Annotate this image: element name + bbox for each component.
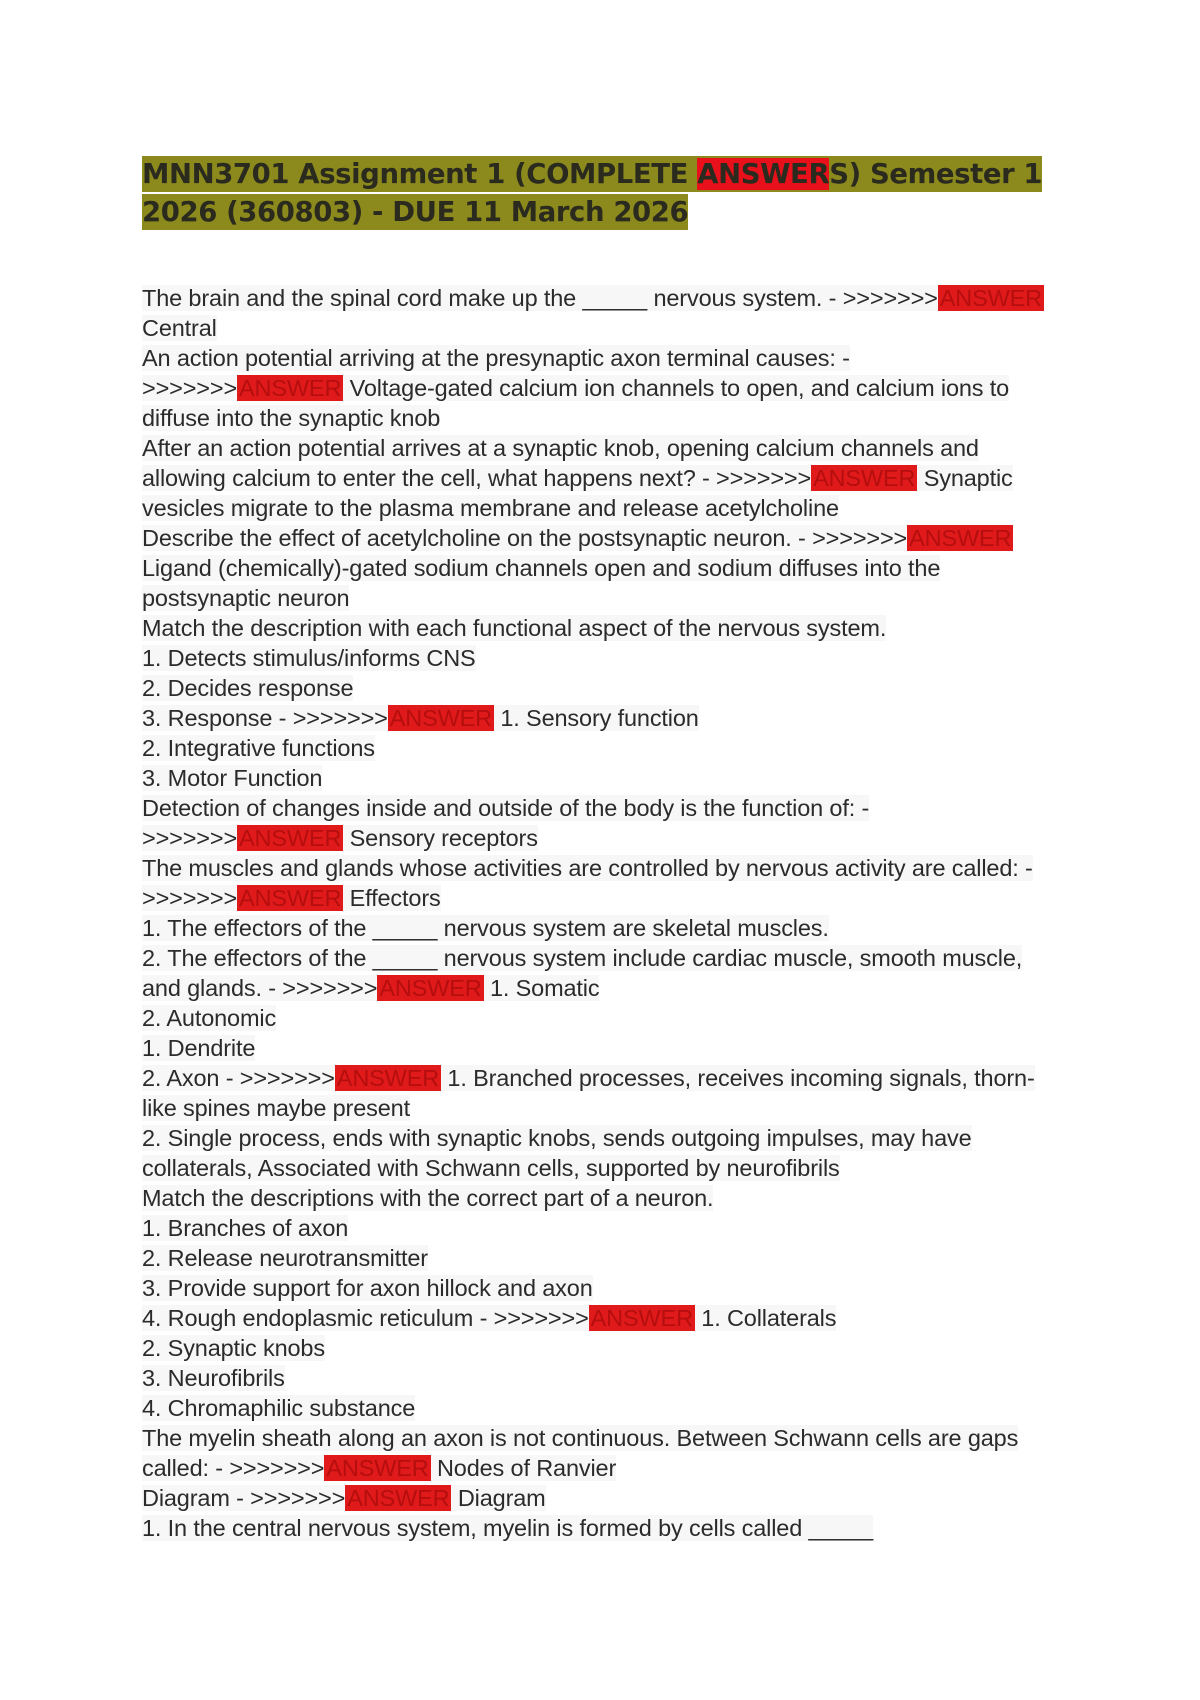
line-text: An action potential arriving at the presynaptic axon terminal causes: - [142, 345, 850, 371]
line-text: >>>>>>> [142, 825, 238, 851]
text-line [142, 1393, 1082, 1423]
text-line [142, 943, 1082, 973]
text-line [142, 1423, 1082, 1453]
line-text: 1. Branched processes, receives incoming signals, thorn- [441, 1065, 1035, 1091]
text-line [142, 1123, 1082, 1153]
text-line [142, 823, 1082, 853]
text-line [142, 853, 1082, 883]
line-text: 1. Detects stimulus/informs CNS [142, 645, 476, 671]
line-text: collaterals, Associated with Schwann cells, supported by neurofibrils [142, 1155, 840, 1181]
text-line [142, 313, 1082, 343]
line-text: 1. Sensory function [494, 705, 699, 731]
text-line [142, 703, 1082, 733]
line-text: Nodes of Ranvier [430, 1455, 617, 1481]
answer-tag: ANSWER [379, 975, 482, 1001]
line-text: 1. Dendrite [142, 1035, 256, 1061]
text-line [142, 433, 1082, 463]
answer-tag: ANSWER [347, 1485, 450, 1511]
line-text: >>>>>>> [142, 375, 238, 401]
answer-tag: ANSWER [239, 825, 342, 851]
text-line [142, 553, 1082, 583]
line-text: Synaptic [917, 465, 1013, 491]
line-text: 2. Axon - >>>>>>> [142, 1065, 335, 1091]
line-text: Diagram [451, 1485, 546, 1511]
line-text: called: - >>>>>>> [142, 1455, 325, 1481]
title-text-before: MNN3701 Assignment 1 (COMPLETE [142, 158, 698, 190]
line-text: The muscles and glands whose activities are controlled by nervous activity are called: - [142, 855, 1033, 881]
text-line [142, 463, 1082, 493]
answer-tag: ANSWER [326, 1455, 429, 1481]
document-body [142, 283, 1082, 1543]
line-text: vesicles migrate to the plasma membrane and release acetylcholine [142, 495, 839, 521]
title-highlight [142, 156, 1042, 230]
line-text: 3. Provide support for axon hillock and axon [142, 1275, 593, 1301]
line-text: 4. Rough endoplasmic reticulum - >>>>>>> [142, 1305, 589, 1331]
line-text: 2. The effectors of the _____ nervous system include cardiac muscle, smooth muscle, [142, 945, 1023, 971]
answer-tag: ANSWER [909, 525, 1012, 551]
line-text: 1. Branches of axon [142, 1215, 349, 1241]
text-line [142, 763, 1082, 793]
line-text: Sensory receptors [343, 825, 538, 851]
line-text: 1. Somatic [483, 975, 600, 1001]
text-line [142, 1363, 1082, 1393]
text-line [142, 883, 1082, 913]
text-line [142, 613, 1082, 643]
line-text: 2. Release neurotransmitter [142, 1245, 428, 1271]
text-line [142, 793, 1082, 823]
text-line [142, 1063, 1082, 1093]
text-line [142, 493, 1082, 523]
answer-tag: ANSWER [939, 285, 1042, 311]
text-line [142, 1153, 1082, 1183]
answer-tag: ANSWER [590, 1305, 693, 1331]
line-text: 2. Decides response [142, 675, 354, 701]
line-text: Ligand (chemically)-gated sodium channels open and sodium diffuses into the [142, 555, 941, 581]
line-text: postsynaptic neuron [142, 585, 350, 611]
line-text: 4. Chromaphilic substance [142, 1395, 416, 1421]
answer-tag: ANSWER [239, 375, 342, 401]
document-page [142, 155, 1082, 1543]
line-text: Describe the effect of acetylcholine on the postsynaptic neuron. - >>>>>>> [142, 525, 908, 551]
line-text: 2. Integrative functions [142, 735, 375, 761]
text-line [142, 643, 1082, 673]
text-line [142, 373, 1082, 403]
text-line [142, 523, 1082, 553]
text-line [142, 343, 1082, 373]
text-line [142, 1003, 1082, 1033]
line-text: Diagram - >>>>>>> [142, 1485, 346, 1511]
answer-tag: ANSWER [239, 885, 342, 911]
line-text: Voltage-gated calcium ion channels to open, and calcium ions to [343, 375, 1010, 401]
line-text: 1. The effectors of the _____ nervous system are skeletal muscles. [142, 915, 829, 941]
text-line [142, 1453, 1082, 1483]
line-text: 3. Motor Function [142, 765, 323, 791]
text-line [142, 403, 1082, 433]
line-text: Detection of changes inside and outside of the body is the function of: - [142, 795, 870, 821]
text-line [142, 1033, 1082, 1063]
text-line [142, 1273, 1082, 1303]
text-line [142, 583, 1082, 613]
line-text: like spines maybe present [142, 1095, 410, 1121]
line-text: Match the descriptions with the correct part of a neuron. [142, 1185, 714, 1211]
line-text: allowing calcium to enter the cell, what happens next? - >>>>>>> [142, 465, 812, 491]
text-line [142, 283, 1082, 313]
line-text: and glands. - >>>>>>> [142, 975, 378, 1001]
document-title [142, 155, 1082, 231]
text-line [142, 1243, 1082, 1273]
line-text: 2. Single process, ends with synaptic knobs, sends outgoing impulses, may have [142, 1125, 972, 1151]
line-text: After an action potential arrives at a synaptic knob, opening calcium channels and [142, 435, 979, 461]
line-text: Central [142, 315, 217, 341]
line-text: 2. Autonomic [142, 1005, 277, 1031]
text-line [142, 1093, 1082, 1123]
text-line [142, 1183, 1082, 1213]
line-text: The myelin sheath along an axon is not continuous. Between Schwann cells are gaps [142, 1425, 1019, 1451]
line-text: 3. Neurofibrils [142, 1365, 285, 1391]
line-text: Effectors [343, 885, 441, 911]
text-line [142, 1513, 1082, 1543]
text-line [142, 973, 1082, 1003]
text-line [142, 1213, 1082, 1243]
line-text: diffuse into the synaptic knob [142, 405, 441, 431]
text-line [142, 1333, 1082, 1363]
text-line [142, 913, 1082, 943]
line-text: Match the description with each functional aspect of the nervous system. [142, 615, 887, 641]
answer-tag: ANSWER [813, 465, 916, 491]
text-line [142, 1483, 1082, 1513]
line-text: 1. In the central nervous system, myelin is formed by cells called _____ [142, 1515, 874, 1541]
answer-tag: ANSWER [389, 705, 492, 731]
line-text: The brain and the spinal cord make up the _____ nervous system. - >>>>>>> [142, 285, 938, 311]
text-line [142, 1303, 1082, 1333]
title-text-after: S) Semester 1 2026 (360803) - DUE 11 March 2026 [142, 158, 1043, 228]
text-line [142, 733, 1082, 763]
text-line [142, 673, 1082, 703]
line-text: 3. Response - >>>>>>> [142, 705, 388, 731]
line-text: 1. Collaterals [694, 1305, 837, 1331]
title-answer-highlight: ANSWER [697, 158, 830, 190]
line-text: 2. Synaptic knobs [142, 1335, 325, 1361]
line-text: >>>>>>> [142, 885, 238, 911]
answer-tag: ANSWER [336, 1065, 440, 1091]
